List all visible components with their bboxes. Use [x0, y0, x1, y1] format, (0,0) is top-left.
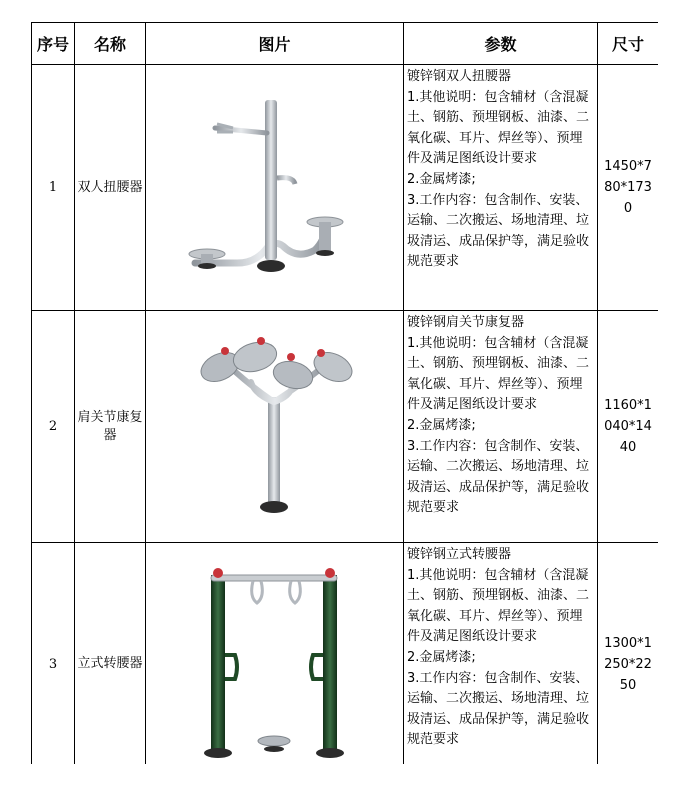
row-number: 2 [32, 311, 75, 543]
header-name: 名称 [75, 23, 146, 65]
product-params: 镀锌钢肩关节康复器 1.其他说明：包含辅材（含混凝土、钢筋、预埋钢板、油漆、二氧化碳、耳片、焊丝等）、预埋件及满足图纸设计要求 2.金属烤漆; 3.工作内容：包含制作、安装、运输、二次搬运、场地清理、垃圾清运、成品保护等，满足验收规范要求 [404, 311, 598, 543]
row-number: 3 [32, 543, 75, 765]
header-row [32, 23, 659, 65]
product-image [146, 543, 404, 765]
table-row [32, 543, 659, 765]
product-name: 肩关节康复器 [75, 311, 146, 543]
product-table-wrapper [31, 22, 658, 764]
table-row [32, 65, 659, 311]
product-size: 1160*1040*1440 [598, 311, 659, 543]
header-size: 尺寸 [598, 23, 659, 65]
header-no: 序号 [32, 23, 75, 65]
twin-waist-twister-icon [175, 88, 375, 288]
header-params: 参数 [404, 23, 598, 65]
product-size: 1300*1250*2250 [598, 543, 659, 765]
product-params: 镀锌钢双人扭腰器 1.其他说明：包含辅材（含混凝土、钢筋、预埋钢板、油漆、二氧化碳、耳片、焊丝等）、预埋件及满足图纸设计要求 2.金属烤漆; 3.工作内容：包含制作、安装、运输、二次搬运、场地清理、垃圾清运、成品保护等，满足验收规范要求 [404, 65, 598, 311]
shoulder-wheel-icon [175, 327, 375, 527]
product-name: 双人扭腰器 [75, 65, 146, 311]
standing-waist-twister-icon [175, 559, 375, 764]
product-image [146, 311, 404, 543]
row-number: 1 [32, 65, 75, 311]
product-image [146, 65, 404, 311]
table-row [32, 311, 659, 543]
product-name: 立式转腰器 [75, 543, 146, 765]
product-params: 镀锌钢立式转腰器 1.其他说明：包含辅材（含混凝土、钢筋、预埋钢板、油漆、二氧化碳、耳片、焊丝等）、预埋件及满足图纸设计要求 2.金属烤漆; 3.工作内容：包含制作、安装、运输、二次搬运、场地清理、垃圾清运、成品保护等，满足验收规范要求 [404, 543, 598, 765]
product-size: 1450*780*1730 [598, 65, 659, 311]
header-image: 图片 [146, 23, 404, 65]
product-table [31, 22, 658, 764]
